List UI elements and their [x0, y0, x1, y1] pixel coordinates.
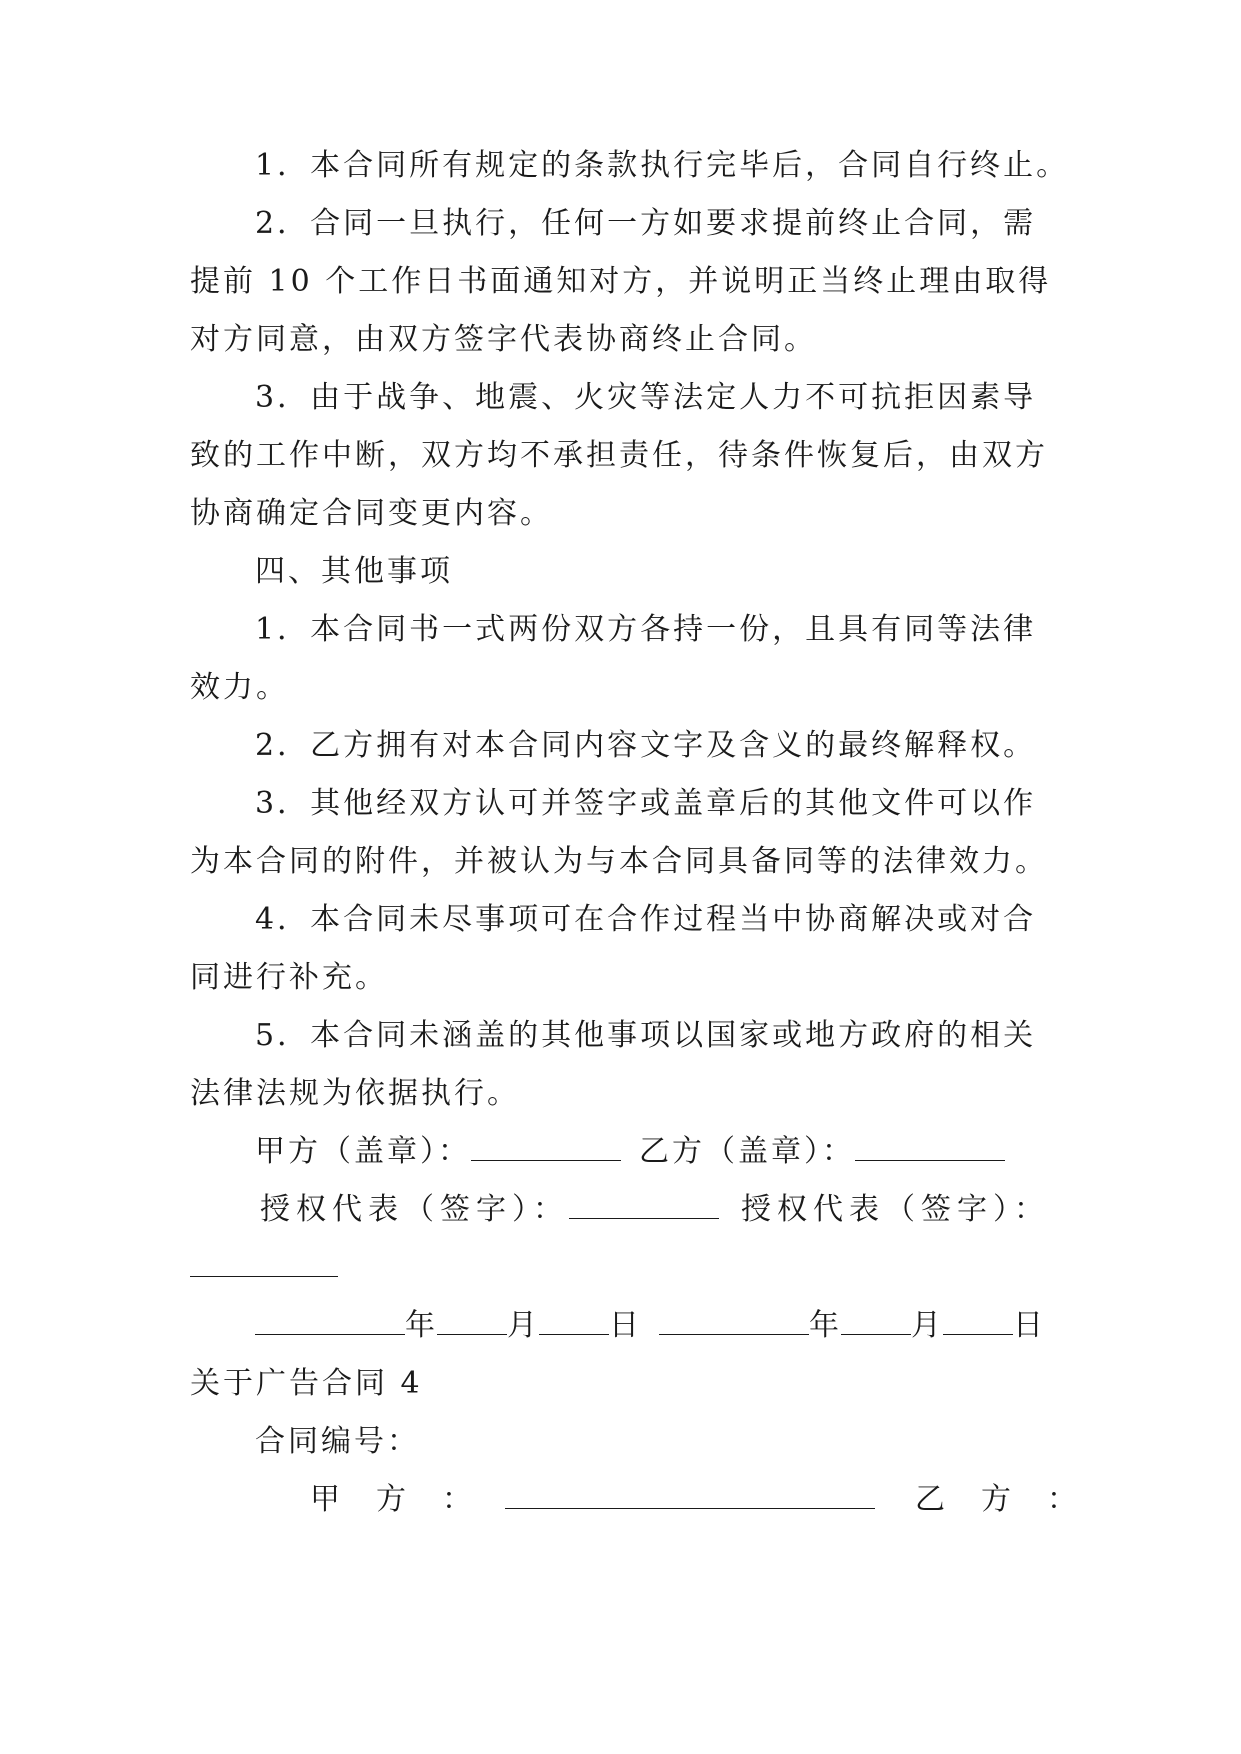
party-a-blank[interactable]	[505, 1480, 875, 1509]
rep-a-label: 授权代表（签字）：	[260, 1192, 569, 1227]
clause-line: 致的工作中断，双方均不承担责任，待条件恢复后，由双方	[190, 438, 1048, 473]
year-b-label: 年	[809, 1308, 841, 1343]
next-contract-title: 关于广告合同 4	[190, 1366, 423, 1401]
clause-line: 为本合同的附件，并被认为与本合同具备同等的法律效力。	[190, 844, 1048, 879]
party-b-label: 乙 方 ：	[915, 1482, 1080, 1517]
year-a-blank[interactable]	[255, 1306, 405, 1335]
day-b-blank[interactable]	[943, 1306, 1013, 1335]
clause-line: 对方同意，由双方签字代表协商终止合同。	[190, 322, 817, 357]
party-b-seal-label: 乙方（盖章）：	[639, 1134, 855, 1169]
day-b-label: 日	[1013, 1308, 1045, 1343]
clause-line: 提前 10 个工作日书面通知对方，并说明正当终止理由取得	[190, 264, 1052, 299]
clause-line: 1．本合同书一式两份双方各持一份，且具有同等法律	[255, 612, 1037, 647]
month-b-blank[interactable]	[841, 1306, 911, 1335]
clause-line: 1．本合同所有规定的条款执行完毕后，合同自行终止。	[255, 148, 1070, 183]
month-b-label: 月	[911, 1308, 943, 1343]
clause-line: 2．合同一旦执行，任何一方如要求提前终止合同，需	[255, 206, 1037, 241]
month-a-label: 月	[507, 1308, 539, 1343]
rep-b-row	[190, 1248, 338, 1288]
clause-line: 法律法规为依据执行。	[190, 1076, 520, 1111]
party-a-seal-label: 甲方（盖章）：	[255, 1134, 471, 1169]
rep-b-blank[interactable]	[190, 1248, 338, 1277]
clause-line: 5．本合同未涵盖的其他事项以国家或地方政府的相关	[255, 1018, 1037, 1053]
clause-line: 3．由于战争、地震、火灾等法定人力不可抗拒因素导	[255, 380, 1037, 415]
day-a-blank[interactable]	[539, 1306, 609, 1335]
clause-line: 效力。	[190, 670, 289, 705]
clause-line: 同进行补充。	[190, 960, 388, 995]
rep-b-label: 授权代表（签字）：	[741, 1192, 1050, 1227]
seal-row	[255, 1132, 1005, 1172]
party-row	[310, 1480, 1080, 1520]
clause-line: 4．本合同未尽事项可在合作过程当中协商解决或对合	[255, 902, 1037, 937]
contract-number-label: 合同编号：	[255, 1424, 420, 1459]
party-b-seal-blank[interactable]	[855, 1132, 1005, 1161]
month-a-blank[interactable]	[437, 1306, 507, 1335]
clause-line: 2．乙方拥有对本合同内容文字及含义的最终解释权。	[255, 728, 1037, 763]
year-b-blank[interactable]	[659, 1306, 809, 1335]
year-a-label: 年	[405, 1308, 437, 1343]
party-a-label: 甲 方 ：	[310, 1482, 475, 1517]
clause-line: 协商确定合同变更内容。	[190, 496, 553, 531]
clause-line: 3．其他经双方认可并签字或盖章后的其他文件可以作	[255, 786, 1037, 821]
section-heading: 四、其他事项	[255, 554, 453, 589]
date-row	[255, 1306, 1045, 1346]
day-a-label: 日	[609, 1308, 641, 1343]
rep-a-blank[interactable]	[569, 1190, 719, 1219]
rep-row	[260, 1190, 1050, 1230]
party-a-seal-blank[interactable]	[471, 1132, 621, 1161]
